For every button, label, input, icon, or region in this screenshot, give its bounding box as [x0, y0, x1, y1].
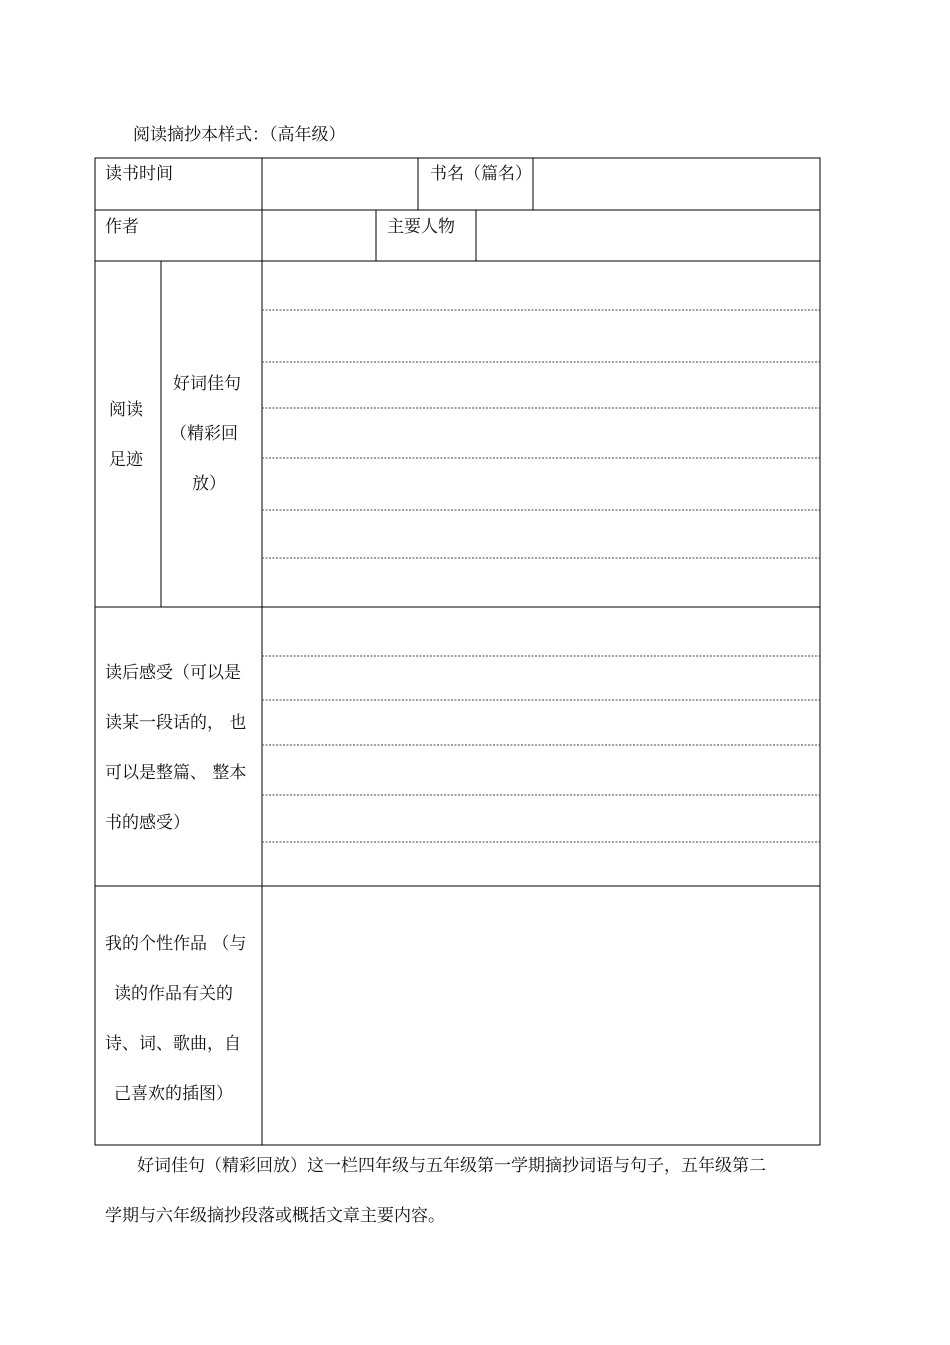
footnote: 好词佳句（精彩回放）这一栏四年级与五年级第一学期摘抄词语与句子，五年级第二 学期与六年级摘抄段落或概括文章主要内容。 — [105, 1156, 766, 1226]
reflection-label: 读后感受（可以是 读某一段话的， 也 可以是整篇、 整本 书的感受） — [105, 663, 247, 833]
good-words-label: 好词佳句 （精彩回 放） — [170, 374, 241, 494]
page-title: 阅读摘抄本样式：（高年级） — [133, 125, 346, 145]
good-words-writing-area[interactable] — [263, 262, 819, 606]
main-characters-field[interactable] — [485, 216, 810, 256]
reading-time-label: 读书时间 — [105, 164, 173, 184]
book-title-label: 书名（篇名） — [430, 164, 532, 184]
reflection-writing-area[interactable] — [263, 608, 819, 885]
main-characters-label: 主要人物 — [387, 217, 455, 237]
author-field[interactable] — [270, 216, 370, 256]
reading-time-field[interactable] — [270, 163, 410, 203]
creation-area[interactable] — [263, 887, 819, 1144]
reading-footprints-label: 阅读 足迹 — [109, 400, 143, 470]
author-label: 作者 — [105, 217, 139, 237]
book-title-field[interactable] — [542, 163, 812, 203]
creation-label: 我的个性作品 （与 读的作品有关的 诗、词、歌曲，自 己喜欢的插图） — [105, 934, 247, 1104]
